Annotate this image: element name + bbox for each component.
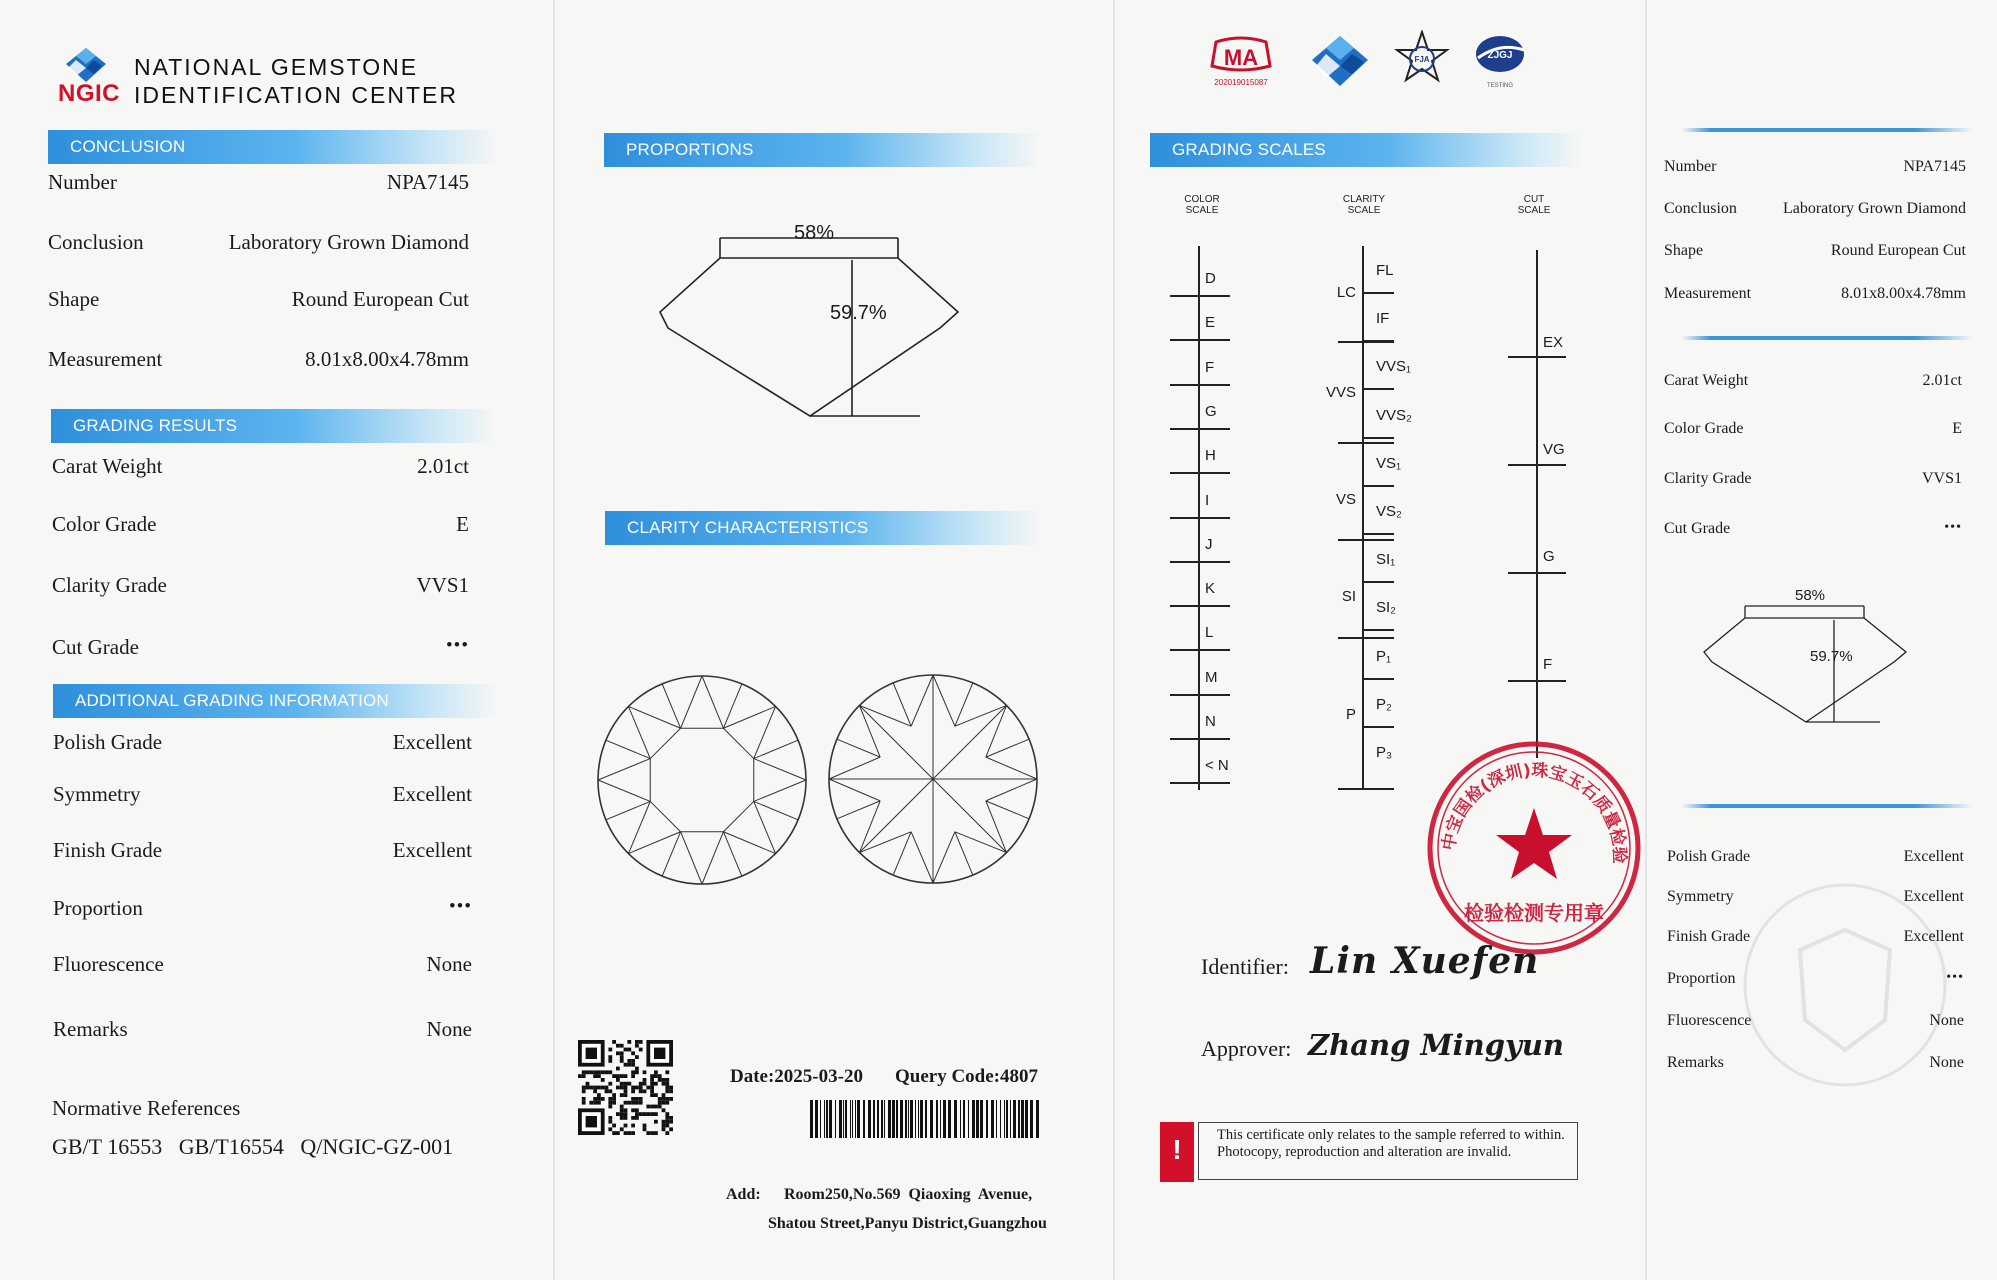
summary-row-value: Round European Cut (1830, 242, 1966, 259)
query-code: Query Code:4807 (895, 1066, 1039, 1087)
clarity-minor-tick (1362, 485, 1394, 487)
summary-row-value: None (1929, 1012, 1964, 1029)
color-scale-tick (1170, 384, 1230, 386)
cma-logo-icon (1206, 36, 1276, 90)
zjgj-logo-icon (1472, 32, 1532, 92)
official-seal-stamp (1424, 738, 1644, 958)
color-scale-tick (1170, 472, 1230, 474)
conclusion-row-value: 8.01x8.00x4.78mm (305, 347, 469, 371)
summary-row-value: Excellent (1903, 928, 1964, 945)
summary-row-label: Clarity Grade (1664, 470, 1752, 487)
clarity-group-label: LC (1336, 284, 1356, 301)
clarity-minor-tick (1362, 726, 1394, 728)
cut-scale-tick (1508, 464, 1566, 466)
clarity-scale-title: CLARITY SCALE (1342, 194, 1386, 216)
summary-row-value: VVS1 (1921, 470, 1962, 487)
grading-row-label: Carat Weight (52, 454, 163, 478)
color-grade-label: M (1205, 668, 1218, 686)
color-grade-label: E (1205, 314, 1216, 332)
section-proportions: PROPORTIONS (604, 133, 1040, 167)
grading-row-value: VVS1 (416, 573, 469, 597)
fold-line (1645, 0, 1647, 1280)
color-grade-label: H (1205, 447, 1216, 465)
clarity-grade-label: IF (1376, 310, 1390, 328)
cut-grade-label: EX (1543, 334, 1564, 351)
divider (1682, 336, 1972, 340)
fold-line (553, 0, 555, 1280)
summary-row-value: Excellent (1903, 848, 1964, 865)
clarity-group-tick (1338, 442, 1394, 444)
clarity-group-label: P (1345, 706, 1356, 723)
fold-line (1113, 0, 1115, 1280)
summary-row-value: 8.01x8.00x4.78mm (1841, 285, 1966, 302)
divider (1682, 804, 1972, 808)
zjgj-logo-text: ZJGJ (1487, 50, 1513, 61)
color-grade-label: D (1205, 270, 1216, 287)
clarity-minor-tick (1362, 678, 1394, 680)
color-scale-tick (1170, 561, 1230, 563)
conclusion-row-value: Laboratory Grown Diamond (228, 230, 469, 254)
clarity-scale-base (1338, 788, 1394, 790)
section-additional-grading: ADDITIONAL GRADING INFORMATION (53, 684, 498, 718)
section-clarity-characteristics: CLARITY CHARACTERISTICS (605, 511, 1041, 545)
seal-ring-text: 中宝国检(深圳)珠宝玉石质量检验 (1438, 760, 1630, 864)
conclusion-row-label: Conclusion (48, 230, 144, 254)
color-grade-label: K (1205, 580, 1216, 598)
section-grading-results: GRADING RESULTS (51, 409, 496, 443)
clarity-minor-tick (1362, 437, 1394, 439)
approver-signature: Zhang Mingyun (1308, 1028, 1565, 1062)
proportions-depth-pct: 59.7% (830, 302, 887, 324)
notice-text: This certificate only relates to the sample referred to within. Photocopy, reproduction and alteration are invalid. (1198, 1122, 1578, 1180)
clarity-grade-label: FL (1376, 262, 1394, 279)
diamond-crown-view (596, 672, 808, 888)
cut-grade-label: F (1543, 656, 1553, 673)
summary-depth-pct: 59.7% (1810, 648, 1853, 665)
clarity-grade-label: VVS₁ (1376, 358, 1412, 376)
additional-row-label: Proportion (53, 896, 143, 920)
additional-row-value: Excellent (392, 730, 472, 754)
clarity-group-label: VVS (1325, 384, 1356, 401)
color-scale-tick (1170, 605, 1230, 607)
additional-row-value: ••• (449, 896, 472, 917)
color-grade-label: N (1205, 713, 1216, 730)
summary-row-label: Measurement (1664, 285, 1752, 302)
additional-row-label: Symmetry (53, 782, 141, 806)
clarity-minor-tick (1362, 533, 1394, 535)
summary-row-value: None (1929, 1054, 1964, 1071)
summary-row-label: Color Grade (1664, 420, 1744, 437)
clarity-group-tick (1338, 637, 1394, 639)
clarity-minor-tick (1362, 292, 1394, 294)
proportions-table-pct: 58% (794, 222, 835, 244)
summary-row-value: E (1952, 420, 1962, 437)
proportions-diagram (650, 220, 970, 420)
cma-logo-text: MA (1223, 45, 1259, 70)
identifier-label: Identifier: (1201, 954, 1289, 979)
color-grade-label: J (1205, 535, 1213, 553)
barcode (810, 1100, 1045, 1138)
summary-row-label: Fluorescence (1667, 1012, 1752, 1029)
cma-logo-number: 202019015087 (1214, 78, 1268, 87)
additional-row-value: None (426, 1017, 472, 1041)
summary-row-value: 2.01ct (1922, 372, 1962, 389)
address-line1: Room250,No.569 Qiaoxing Avenue, (784, 1186, 1033, 1203)
cut-scale-tick (1508, 572, 1566, 574)
additional-row-value: Excellent (392, 782, 472, 806)
color-grade-label: F (1205, 358, 1215, 376)
ngic-diamond-logo-icon (1310, 34, 1370, 88)
clarity-group-tick (1338, 341, 1394, 343)
additional-row-value: None (426, 952, 472, 976)
summary-row-value: ••• (1946, 970, 1964, 985)
clarity-group-label: SI (1341, 588, 1356, 605)
summary-row-value: Excellent (1903, 888, 1964, 905)
clarity-group-label: VS (1335, 491, 1356, 508)
address-line2: Shatou Street,Panyu District,Guangzhou (768, 1215, 1047, 1232)
qr-code (578, 1040, 673, 1135)
issue-date: Date:2025-03-20 (730, 1066, 863, 1087)
additional-row-label: Polish Grade (53, 730, 163, 754)
additional-row-label: Finish Grade (53, 838, 163, 862)
section-grading-scales: GRADING SCALES (1150, 133, 1582, 167)
grading-row-label: Cut Grade (52, 635, 139, 659)
cut-scale-title: CUT SCALE (1517, 194, 1551, 216)
clarity-grade-label: SI₁ (1376, 551, 1396, 569)
additional-row-label: Fluorescence (53, 952, 164, 976)
summary-proportions-diagram (1700, 594, 1910, 726)
color-scale-tick (1170, 694, 1230, 696)
clarity-grade-label: SI₂ (1376, 599, 1396, 617)
diamond-pavilion-view (827, 671, 1039, 887)
clarity-grade-label: VS₂ (1376, 503, 1402, 520)
summary-table-pct: 58% (1795, 587, 1826, 604)
color-scale-tick (1170, 295, 1230, 297)
summary-row-label: Conclusion (1664, 200, 1737, 217)
color-grade-label: I (1205, 491, 1210, 509)
summary-row-label: Proportion (1667, 970, 1736, 987)
additional-row-label: Remarks (53, 1017, 128, 1041)
color-scale-title: COLOR SCALE (1184, 194, 1220, 216)
summary-row-label: Cut Grade (1664, 520, 1731, 537)
seal-bottom-text: 检验检测专用章 (1464, 901, 1604, 925)
grading-row-label: Clarity Grade (52, 573, 167, 597)
color-scale-tick (1170, 782, 1230, 784)
ngic-abbr: NGIC (58, 80, 120, 107)
clarity-scale-axis (1362, 246, 1364, 790)
warning-icon: ! (1160, 1122, 1194, 1182)
address-label: Add: (726, 1186, 761, 1203)
color-scale-tick (1170, 649, 1230, 651)
conclusion-row-value: NPA7145 (386, 170, 469, 194)
summary-row-label: Symmetry (1667, 888, 1734, 905)
clarity-grade-label: VS₁ (1376, 454, 1402, 472)
identifier-signature: Lin Xuefen (1310, 940, 1540, 982)
watermark-emblem (1740, 880, 1950, 1090)
zjgj-logo-subtext: TESTING (1486, 83, 1514, 89)
summary-row-label: Remarks (1667, 1054, 1724, 1071)
summary-row-label: Polish Grade (1667, 848, 1751, 865)
divider (1682, 128, 1972, 132)
approver-label: Approver: (1201, 1036, 1292, 1061)
grading-row-value: E (456, 512, 469, 536)
normative-refs: GB/T 16553 GB/T16554 Q/NGIC-GZ-001 (52, 1134, 454, 1159)
conclusion-row-label: Number (48, 170, 117, 194)
section-conclusion: CONCLUSION (48, 130, 498, 164)
clarity-group-tick (1338, 539, 1394, 541)
clarity-minor-tick (1362, 581, 1394, 583)
cut-scale-tick (1508, 356, 1566, 358)
grading-row-label: Color Grade (52, 512, 157, 536)
normative-title: Normative References (52, 1096, 241, 1120)
color-scale-tick (1170, 738, 1230, 740)
conclusion-row-label: Shape (48, 287, 100, 311)
summary-row-label: Finish Grade (1667, 928, 1751, 945)
color-grade-label: L (1205, 624, 1214, 642)
additional-row-value: Excellent (392, 838, 472, 862)
summary-row-label: Number (1664, 158, 1717, 175)
clarity-grade-label: P₃ (1376, 744, 1393, 761)
summary-row-label: Shape (1664, 242, 1704, 259)
validity-notice (1160, 1122, 1580, 1182)
summary-row-value: NPA7145 (1903, 158, 1966, 175)
color-scale-tick (1170, 428, 1230, 430)
clarity-grade-label: P₂ (1376, 695, 1392, 713)
clarity-minor-tick (1362, 388, 1394, 390)
clarity-grade-label: P₁ (1376, 647, 1392, 665)
conclusion-row-value: Round European Cut (291, 287, 469, 311)
center-name-line1: NATIONAL GEMSTONE (134, 54, 419, 80)
grading-row-value: 2.01ct (417, 454, 469, 478)
clarity-grade-label: VVS₂ (1376, 406, 1412, 424)
color-scale-tick (1170, 339, 1230, 341)
conclusion-row-label: Measurement (48, 347, 163, 371)
grading-row-value: ••• (446, 635, 469, 656)
fja-logo-text: FJA (1414, 55, 1430, 64)
color-scale-tick (1170, 517, 1230, 519)
summary-row-label: Carat Weight (1664, 372, 1749, 389)
center-name-line2: IDENTIFICATION CENTER (134, 82, 458, 108)
summary-row-value: ••• (1944, 520, 1962, 535)
cut-grade-label: VG (1543, 441, 1565, 458)
cut-scale-tick (1508, 680, 1566, 682)
color-grade-label: < N (1205, 757, 1229, 775)
clarity-minor-tick (1362, 629, 1394, 631)
fja-logo-icon (1394, 30, 1450, 86)
summary-row-value: Laboratory Grown Diamond (1782, 200, 1966, 217)
cut-grade-label: G (1543, 548, 1555, 565)
color-grade-label: G (1205, 402, 1217, 420)
